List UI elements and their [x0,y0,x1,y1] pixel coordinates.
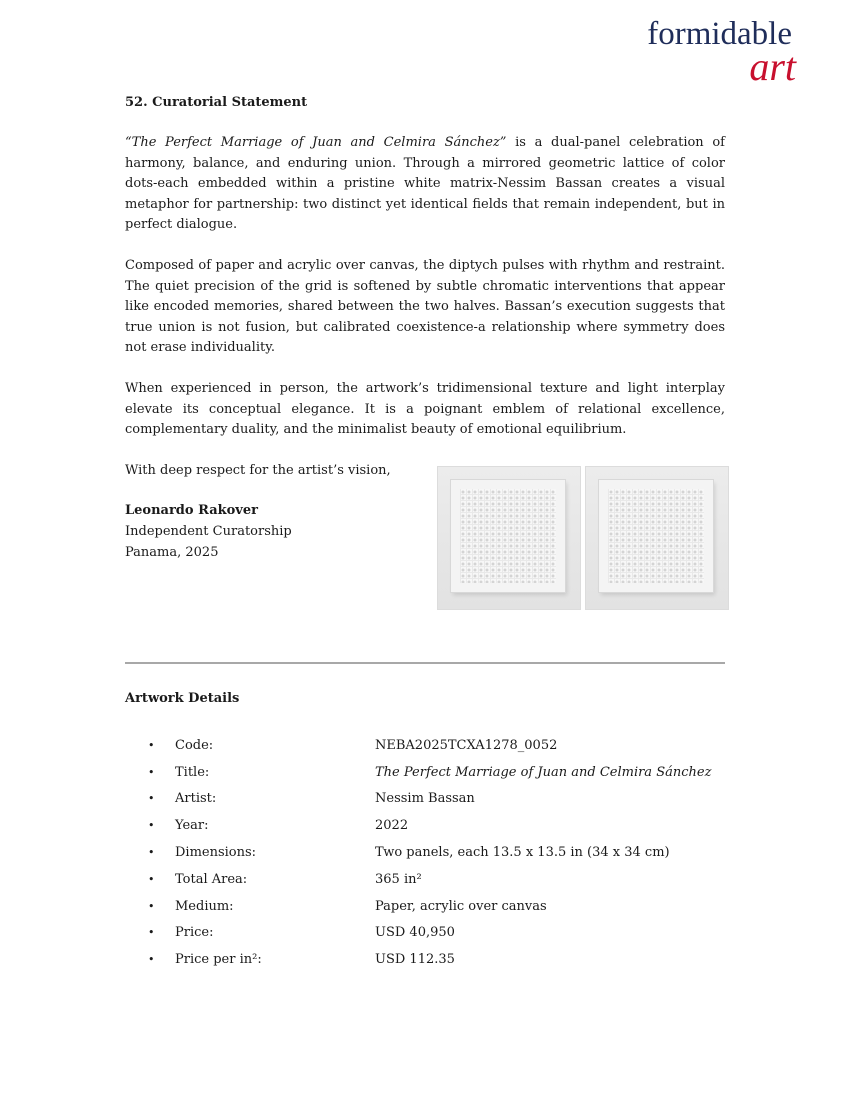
detail-value: Paper, acrylic over canvas [375,898,547,914]
detail-value: Nessim Bassan [375,791,475,807]
detail-label: Dimensions: [175,845,257,861]
curator-role: Independent Curatorship [125,523,292,539]
detail-value: USD 112.35 [375,952,455,968]
detail-label: Price per in²: [175,952,262,968]
bullet: • [148,738,155,752]
artwork-details-list [148,732,728,973]
detail-label: Price: [175,925,214,941]
dot-lattice [608,489,704,583]
statement-paragraph-1 [125,133,725,236]
canvas-left [451,480,565,592]
section-divider [125,662,725,664]
logo-wordmark-bottom: art [749,44,796,89]
detail-label: Medium: [175,898,234,914]
detail-row-medium [148,893,728,920]
detail-value: Two panels, each 13.5 x 13.5 in (34 x 34 cm) [375,845,670,861]
artwork-panel-right [585,466,729,610]
detail-label: Year: [175,818,209,834]
curator-name: Leonardo Rakover [125,503,258,519]
detail-row-code [148,732,728,759]
bullet: • [148,872,155,886]
detail-row-year [148,812,728,839]
detail-value: USD 40,950 [375,925,455,941]
curator-place-date: Panama, 2025 [125,544,219,560]
detail-value: 2022 [375,818,409,834]
closing-line: With deep respect for the artist’s vision, [125,462,391,478]
paragraph-1-text: is a dual-panel celebration of harmony, balance, and enduring union. Through a mirrored geometric lattice of color dots-each embedded within a pristine white matrix-Nessim Bassan creates a visual metaphor for partnership: two distinct yet identical fields that remain independent, but in perfect dialogue. [125,135,725,233]
detail-row-price [148,920,728,947]
bullet: • [148,765,155,779]
section-heading: 52. Curatorial Statement [125,95,308,110]
brand-logo [647,16,796,89]
canvas-right [599,480,713,592]
dot-lattice [460,489,556,583]
detail-row-price-per-in2 [148,946,728,973]
bullet: • [148,926,155,940]
detail-value: NEBA2025TCXA1278_0052 [375,737,558,753]
bullet: • [148,953,155,967]
bullet: • [148,819,155,833]
artwork-title-quote: “The Perfect Marriage of Juan and Celmira Sánchez” [125,135,507,150]
bullet: • [148,846,155,860]
artwork-panel-left [437,466,581,610]
detail-label: Title: [175,764,210,780]
detail-row-total-area [148,866,728,893]
bullet: • [148,899,155,913]
detail-row-title [148,759,728,786]
detail-row-dimensions [148,839,728,866]
detail-label: Total Area: [175,871,248,887]
logo-wordmark-top: formidable [647,16,792,52]
bullet: • [148,792,155,806]
detail-value: 365 in² [375,871,422,887]
details-heading: Artwork Details [125,691,240,706]
artwork-diptych-image [437,466,729,610]
detail-row-artist [148,786,728,813]
statement-paragraph-3: When experienced in person, the artwork’s tridimensional texture and light interplay elevate its conceptual elegance. It is a poignant emblem of relational excellence, complementary duality, and the minimalist beauty of emotional equilibrium. [125,380,725,438]
statement-paragraph-2: Composed of paper and acrylic over canvas, the diptych pulses with rhythm and restraint. The quiet precision of the grid is softened by subtle chromatic interventions that appear like encoded memories, shared between the two halves. Bassan’s execution suggests that true union is not fusion, but calibrated coexistence-a relationship where symmetry does not erase individuality. [125,257,725,356]
detail-value: The Perfect Marriage of Juan and Celmira Sánchez [375,764,712,780]
detail-label: Artist: [175,791,217,807]
detail-label: Code: [175,737,214,753]
